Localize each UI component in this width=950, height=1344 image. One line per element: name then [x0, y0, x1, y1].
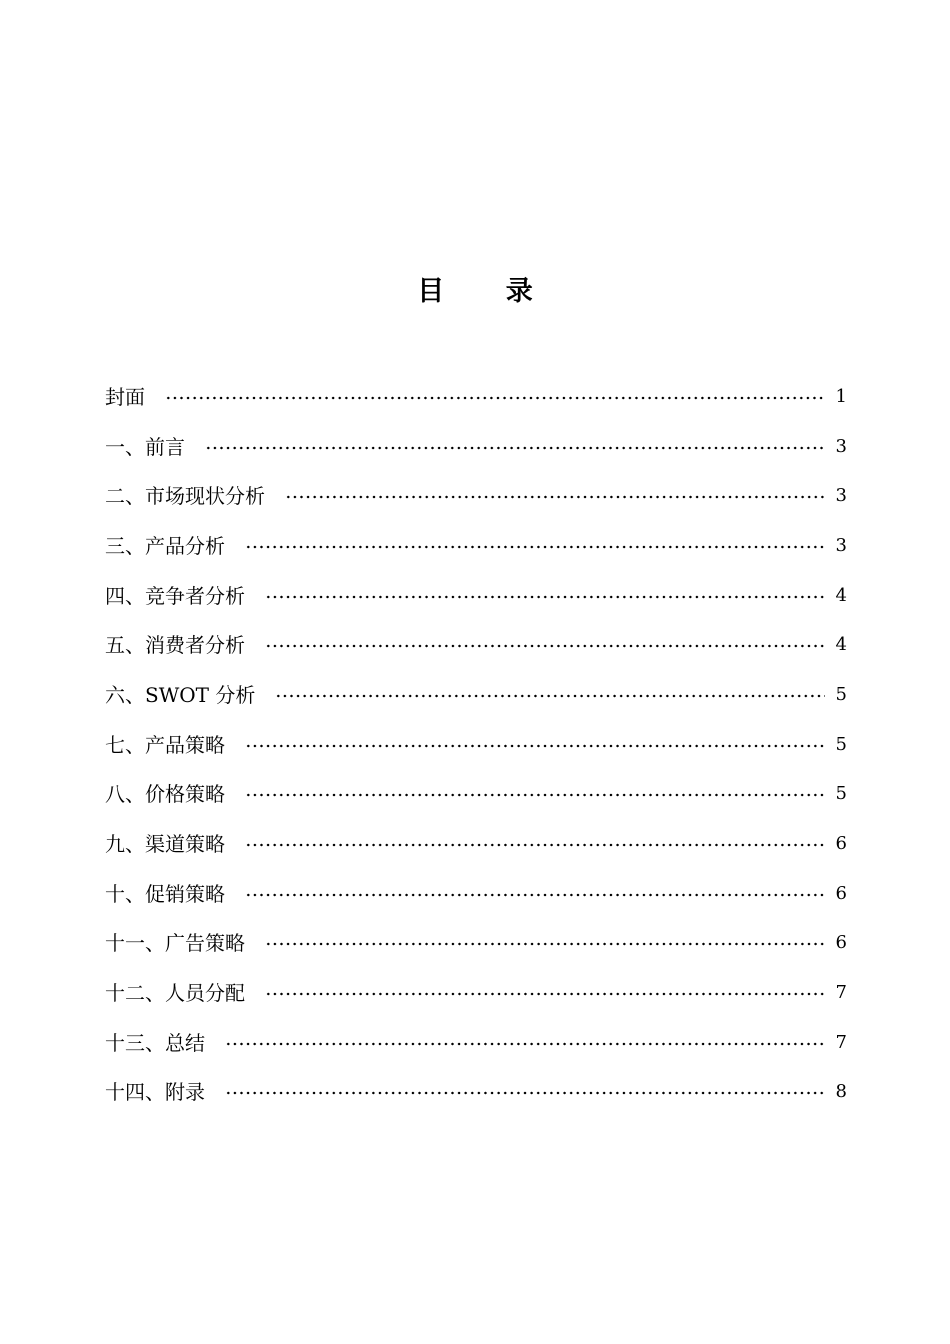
- toc-entry-page-number: 8: [835, 1081, 847, 1103]
- dot-leader: [285, 495, 825, 499]
- toc-entry-consumer-analysis[interactable]: [105, 620, 847, 670]
- dot-leader: [265, 595, 825, 599]
- toc-entry-page-number: 5: [835, 733, 847, 755]
- dot-leader: [245, 843, 825, 847]
- toc-entry-preface[interactable]: [105, 422, 847, 472]
- toc-entry-page-number: 5: [835, 683, 847, 705]
- toc-entry-label: 十、促销策略: [105, 881, 225, 906]
- toc-entry-promotion-strategy[interactable]: [105, 869, 847, 919]
- toc-entry-price-strategy[interactable]: [105, 770, 847, 820]
- toc-entry-page-number: 6: [835, 932, 847, 954]
- toc-entry-summary[interactable]: [105, 1018, 847, 1068]
- toc-entry-market-analysis[interactable]: [105, 471, 847, 521]
- toc-title: 目 录: [417, 276, 559, 307]
- dot-leader: [225, 1042, 825, 1046]
- toc-entry-channel-strategy[interactable]: [105, 819, 847, 869]
- toc-entry-label: 十一、广告策略: [105, 931, 245, 956]
- dot-leader: [225, 1091, 825, 1095]
- toc-entry-swot-analysis[interactable]: [105, 670, 847, 720]
- toc-entry-label: 四、竞争者分析: [105, 583, 245, 608]
- toc-entry-label: 十三、总结: [105, 1030, 205, 1055]
- toc-entry-label: 一、前言: [105, 434, 185, 459]
- toc-entry-label: 二、市场现状分析: [105, 484, 265, 509]
- dot-leader: [265, 942, 825, 946]
- toc-entry-label: 八、价格策略: [105, 782, 225, 807]
- dot-leader: [165, 396, 825, 400]
- toc-entry-page-number: 3: [835, 435, 847, 457]
- toc-entry-label: 三、产品分析: [105, 533, 225, 558]
- table-of-contents: [105, 372, 847, 1117]
- toc-entry-page-number: 7: [835, 1031, 847, 1053]
- toc-entry-page-number: 3: [835, 485, 847, 507]
- dot-leader: [245, 545, 825, 549]
- dot-leader: [245, 744, 825, 748]
- toc-entry-page-number: 1: [835, 385, 847, 407]
- dot-leader: [245, 793, 825, 797]
- toc-entry-label: 十四、附录: [105, 1080, 205, 1105]
- toc-entry-page-number: 5: [835, 783, 847, 805]
- dot-leader: [265, 992, 825, 996]
- toc-entry-label: 七、产品策略: [105, 732, 225, 757]
- toc-entry-page-number: 7: [835, 982, 847, 1004]
- toc-entry-competitor-analysis[interactable]: [105, 571, 847, 621]
- toc-entry-product-analysis[interactable]: [105, 521, 847, 571]
- dot-leader: [265, 644, 825, 648]
- toc-entry-label: 六、SWOT 分析: [105, 682, 256, 707]
- toc-entry-page-number: 3: [835, 534, 847, 556]
- toc-entry-label: 封面: [105, 384, 145, 409]
- toc-entry-page-number: 6: [835, 833, 847, 855]
- toc-entry-label: 五、消费者分析: [105, 633, 245, 658]
- toc-entry-page-number: 4: [835, 634, 847, 656]
- toc-entry-cover[interactable]: [105, 372, 847, 422]
- toc-entry-label: 九、渠道策略: [105, 832, 225, 857]
- toc-entry-page-number: 4: [835, 584, 847, 606]
- toc-entry-label: 十二、人员分配: [105, 981, 245, 1006]
- toc-entry-page-number: 6: [835, 882, 847, 904]
- toc-entry-advertising-strategy[interactable]: [105, 919, 847, 969]
- dot-leader: [275, 694, 825, 698]
- toc-entry-staff-allocation[interactable]: [105, 968, 847, 1018]
- toc-entry-appendix[interactable]: [105, 1068, 847, 1118]
- dot-leader: [245, 893, 825, 897]
- dot-leader: [205, 446, 825, 450]
- toc-entry-product-strategy[interactable]: [105, 720, 847, 770]
